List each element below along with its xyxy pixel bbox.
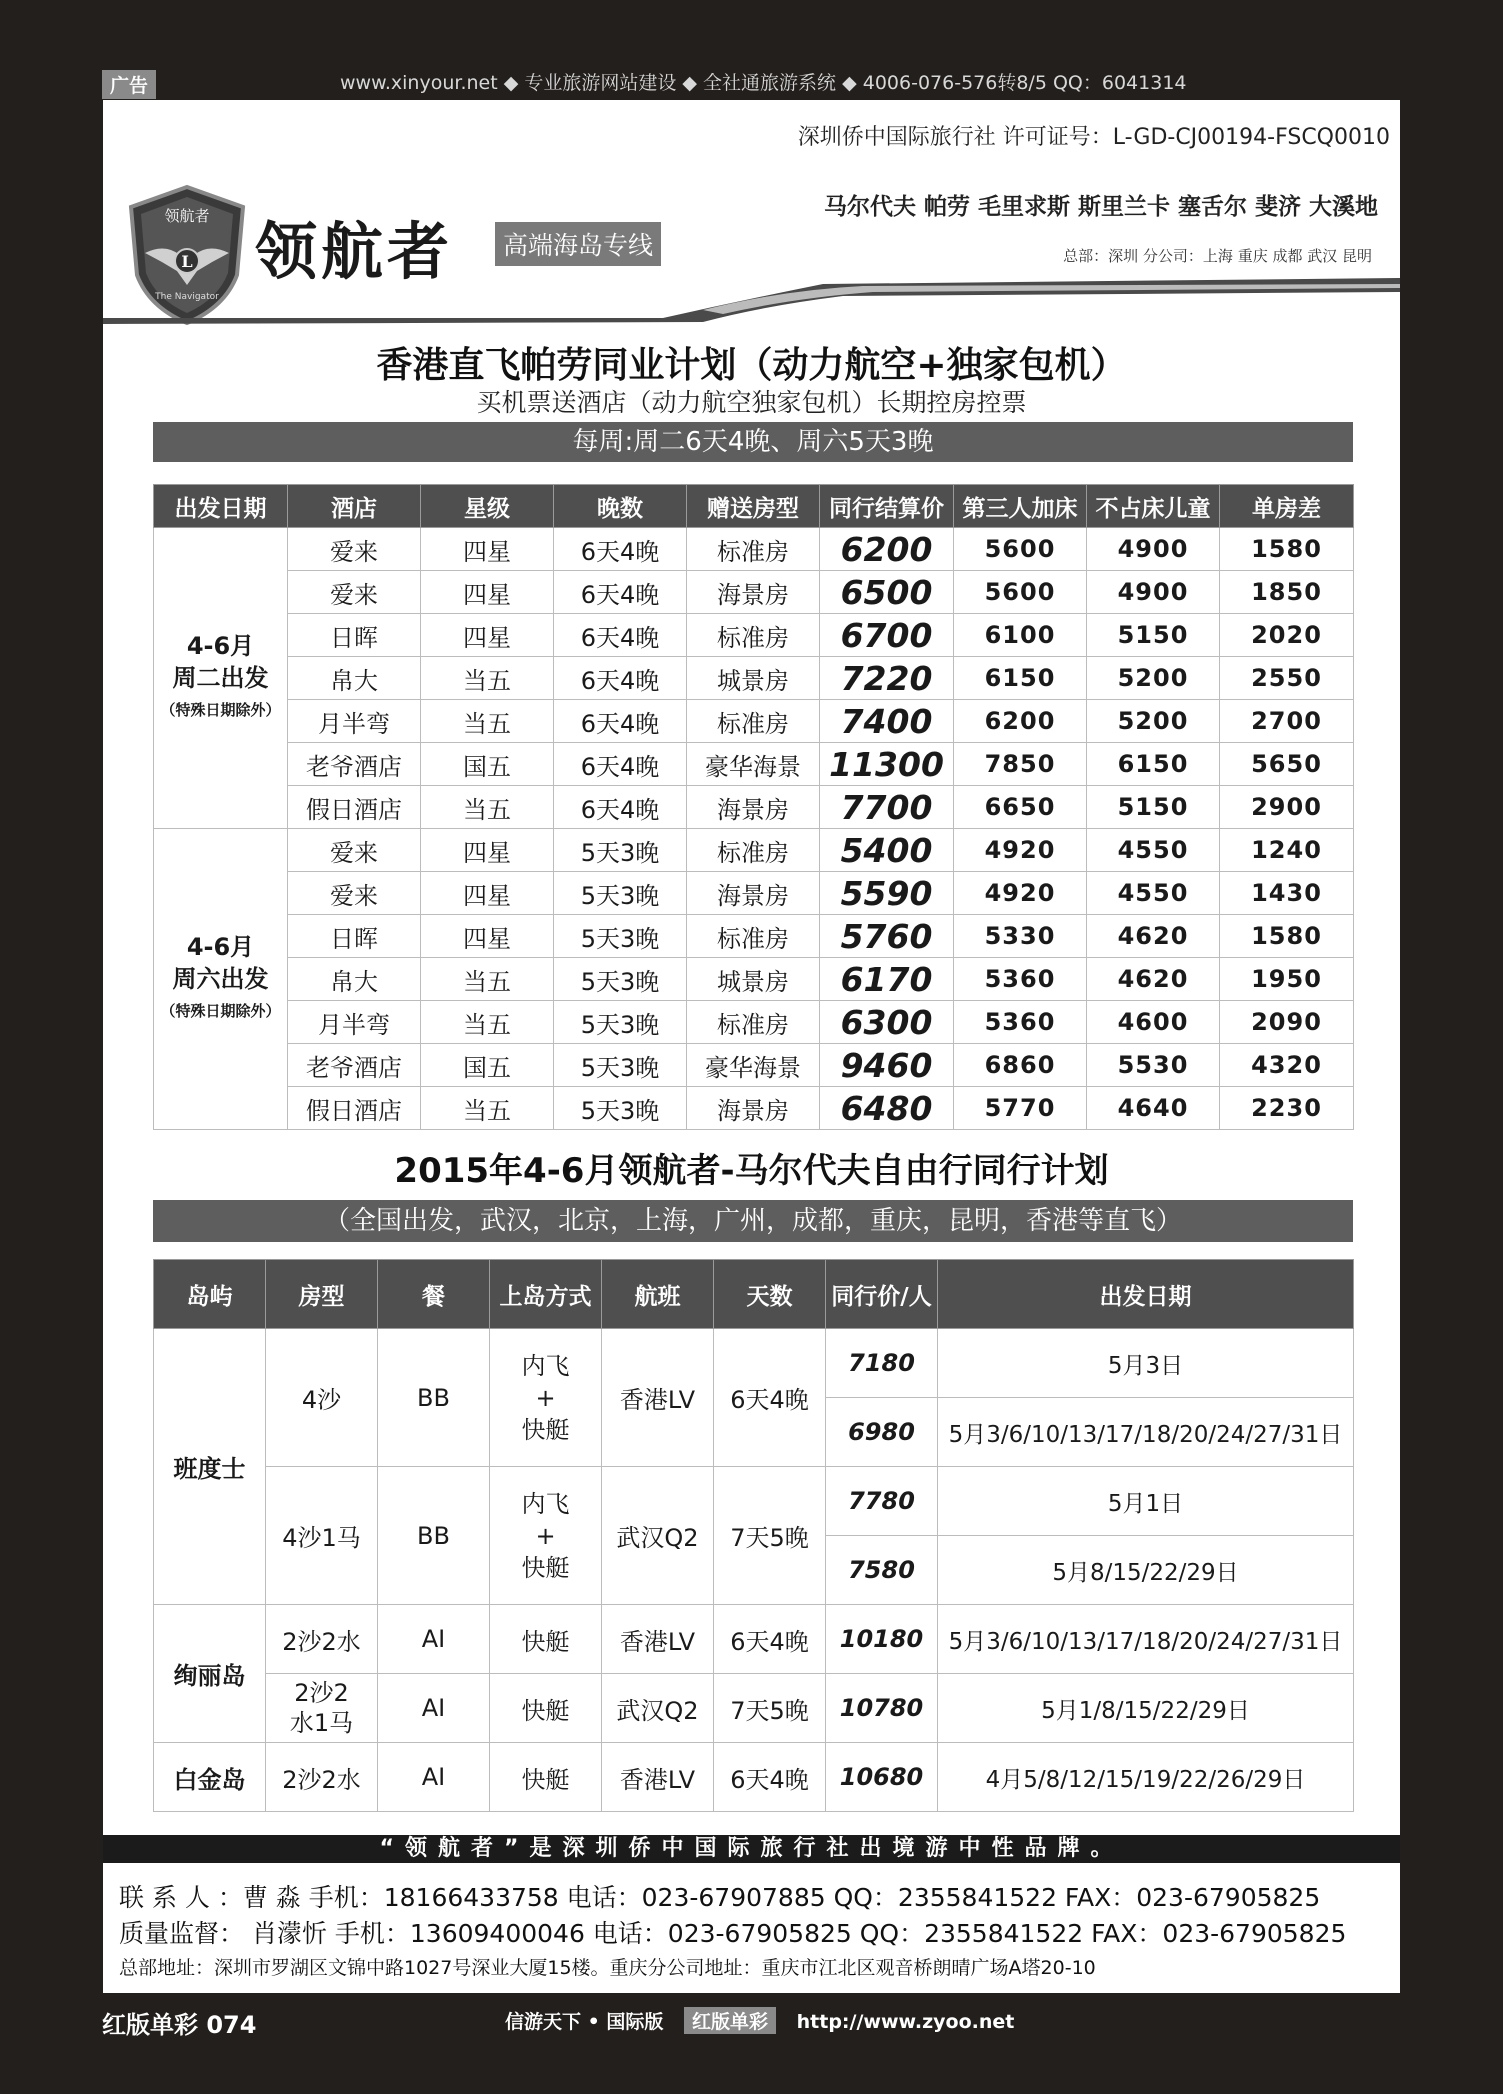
trade-price: 10680 [826,1743,938,1812]
table-row [154,1001,1354,1044]
contact-line-2: 质量监督： 肖濛忻 手机：13609400046 电话：023-67905825 QQ：2355841522 FAX：023-67905825 [119,1919,1347,1948]
star-rating: 国五 [421,1044,554,1087]
room-type: 豪华海景 [687,743,820,786]
extra-bed-price: 5600 [954,571,1087,614]
duration: 6天4晚 [554,614,687,657]
duration: 7天5晚 [714,1467,826,1605]
star-rating: 四星 [421,915,554,958]
advert-page [103,100,1400,1993]
child-no-bed-price: 4900 [1087,528,1220,571]
departure-note: （特殊日期除外） [160,701,281,719]
trade-price: 6500 [820,571,954,614]
room-type [266,1674,378,1743]
duration: 5天3晚 [554,1044,687,1087]
single-supplement: 5650 [1220,743,1354,786]
star-rating: 四星 [421,571,554,614]
footer-brand-text: 信游天下 • 国际版 [505,2011,664,2033]
palau-plan-title: 香港直飞帕劳同业计划（动力航空+独家包机） [376,345,1127,386]
child-no-bed-price: 4640 [1087,1087,1220,1130]
trade-price: 6480 [820,1087,954,1130]
transfer-line: + [535,1383,556,1412]
room-type: 城景房 [687,958,820,1001]
palau-schedule-bar: 每周:周二6天4晚、周六5天3晚 [153,422,1353,462]
single-supplement: 4320 [1220,1044,1354,1087]
extra-bed-price: 6860 [954,1044,1087,1087]
footer-url: http://www.zyoo.net [796,2011,1015,2033]
flight: 香港LV [602,1329,714,1467]
trade-price: 7180 [826,1329,938,1398]
room-type-line: 2沙2 [294,1679,349,1707]
extra-bed-price: 5330 [954,915,1087,958]
departure-dates: 5月3日 [938,1329,1354,1398]
hotel-name: 假日酒店 [288,786,421,829]
column-header: 航班 [602,1260,714,1329]
star-rating: 当五 [421,700,554,743]
table-row [154,1674,1354,1743]
child-no-bed-price: 4550 [1087,829,1220,872]
star-rating: 四星 [421,872,554,915]
transfer-line: 快艇 [521,1415,570,1444]
transfer-method: 快艇 [490,1743,602,1812]
child-no-bed-price: 5200 [1087,657,1220,700]
room-type: 4沙1马 [266,1467,378,1605]
hotel-name: 日晖 [288,614,421,657]
star-rating: 当五 [421,958,554,1001]
trade-price: 6200 [820,528,954,571]
duration: 6天4晚 [554,571,687,614]
column-header: 岛屿 [154,1260,266,1329]
trade-price: 7580 [826,1536,938,1605]
trade-price: 6700 [820,614,954,657]
trade-price: 10180 [826,1605,938,1674]
star-rating: 国五 [421,743,554,786]
room-type: 海景房 [687,872,820,915]
single-supplement: 2900 [1220,786,1354,829]
table-row [154,1605,1354,1674]
single-supplement: 2020 [1220,614,1354,657]
extra-bed-price: 6100 [954,614,1087,657]
room-type: 2沙2水 [266,1605,378,1674]
page-label: 红版单彩 074 [102,2011,257,2039]
destination-list: 马尔代夫 帕劳 毛里求斯 斯里兰卡 塞舌尔 斐济 大溪地 [823,194,1378,220]
table-row [154,657,1354,700]
hotel-name: 帛大 [288,657,421,700]
child-no-bed-price: 4620 [1087,915,1220,958]
room-type: 标准房 [687,528,820,571]
departure-dates: 4月5/8/12/15/19/22/26/29日 [938,1743,1354,1812]
table-row [154,1087,1354,1130]
trade-price: 7700 [820,786,954,829]
column-header: 星级 [421,485,554,528]
transfer-line: 快艇 [521,1553,570,1582]
column-header: 单房差 [1220,485,1354,528]
hotel-name: 爱来 [288,872,421,915]
trade-price: 5760 [820,915,954,958]
duration: 5天3晚 [554,915,687,958]
departure-line: 4-6月 [186,933,255,961]
palau-price-table [153,484,1354,1130]
island-name: 白金岛 [154,1743,266,1812]
extra-bed-price: 4920 [954,872,1087,915]
room-type: 城景房 [687,657,820,700]
contact-line-1: 联 系 人 ：曹 淼 手机：18166433758 电话：023-67907885 QQ：2355841522 FAX：023-67905825 [119,1883,1321,1912]
column-header: 同行结算价 [820,485,954,528]
duration: 5天3晚 [554,1087,687,1130]
table-row [154,872,1354,915]
star-rating: 当五 [421,1001,554,1044]
room-type-line: 水1马 [289,1709,354,1737]
transfer-method [490,1467,602,1605]
table-row [154,571,1354,614]
ad-tag: 广告 [102,70,156,99]
transfer-line: 内飞 [521,1489,570,1518]
room-type: 海景房 [687,1087,820,1130]
single-supplement: 1580 [1220,528,1354,571]
duration: 6天4晚 [554,700,687,743]
table-row [154,1467,1354,1536]
hotel-name: 爱来 [288,528,421,571]
room-type: 海景房 [687,786,820,829]
departure-dates: 5月3/6/10/13/17/18/20/24/27/31日 [938,1398,1354,1467]
room-type: 4沙 [266,1329,378,1467]
duration: 6天4晚 [554,786,687,829]
duration: 5天3晚 [554,872,687,915]
hotel-name: 老爷酒店 [288,743,421,786]
child-no-bed-price: 4900 [1087,571,1220,614]
duration: 5天3晚 [554,829,687,872]
header-swoosh-divider [103,270,1400,325]
single-supplement: 1950 [1220,958,1354,1001]
duration: 6天4晚 [554,657,687,700]
flight: 香港LV [602,1605,714,1674]
transfer-method: 快艇 [490,1605,602,1674]
star-rating: 当五 [421,1087,554,1130]
meal-plan: AI [378,1674,490,1743]
column-header: 出发日期 [154,485,288,528]
duration: 6天4晚 [554,528,687,571]
palau-table-body [154,528,1354,1130]
table-header-row [154,485,1354,528]
hotel-name: 帛大 [288,958,421,1001]
duration: 6天4晚 [714,1605,826,1674]
flight: 香港LV [602,1743,714,1812]
logo-badge-text: 领航者 [164,207,210,225]
meal-plan: BB [378,1329,490,1467]
trade-price: 10780 [826,1674,938,1743]
child-no-bed-price: 5200 [1087,700,1220,743]
child-no-bed-price: 5150 [1087,614,1220,657]
trade-price: 11300 [820,743,954,786]
table-row [154,743,1354,786]
room-type: 标准房 [687,700,820,743]
table-row [154,528,1354,571]
ad-header-text: www.xinyour.net ◆ 专业旅游网站建设 ◆ 全社通旅游系统 ◆ 4006-076-576转8/5 QQ：6041314 [340,72,1187,94]
trade-price: 5590 [820,872,954,915]
table-row [154,1329,1354,1398]
trade-price: 9460 [820,1044,954,1087]
single-supplement: 1430 [1220,872,1354,915]
duration: 6天4晚 [714,1329,826,1467]
hotel-name: 月半弯 [288,1001,421,1044]
column-header: 房型 [266,1260,378,1329]
child-no-bed-price: 4550 [1087,872,1220,915]
star-rating: 四星 [421,829,554,872]
transfer-line: 内飞 [521,1351,570,1380]
trade-price: 7780 [826,1467,938,1536]
svg-text:L: L [181,252,193,271]
extra-bed-price: 6650 [954,786,1087,829]
flight: 武汉Q2 [602,1467,714,1605]
column-header: 赠送房型 [687,485,820,528]
column-header: 天数 [714,1260,826,1329]
hotel-name: 老爷酒店 [288,1044,421,1087]
departure-dates: 5月3/6/10/13/17/18/20/24/27/31日 [938,1605,1354,1674]
extra-bed-price: 5600 [954,528,1087,571]
maldives-plan-title: 2015年4-6月领航者-马尔代夫自由行同行计划 [394,1151,1109,1191]
column-header: 出发日期 [938,1260,1354,1329]
table-row [154,915,1354,958]
column-header: 餐 [378,1260,490,1329]
table-row [154,614,1354,657]
hotel-name: 月半弯 [288,700,421,743]
trade-price: 7220 [820,657,954,700]
footer-strip [505,2007,1014,2034]
departure-dates: 5月8/15/22/29日 [938,1536,1354,1605]
column-header: 不占床儿童 [1087,485,1220,528]
duration: 5天3晚 [554,958,687,1001]
duration: 6天4晚 [714,1743,826,1812]
star-rating: 当五 [421,786,554,829]
departure-period [154,528,288,829]
single-supplement: 1850 [1220,571,1354,614]
room-type: 豪华海景 [687,1044,820,1087]
flight: 武汉Q2 [602,1674,714,1743]
address-line: 总部地址：深圳市罗湖区文锦中路1027号深业大厦15楼。重庆分公司地址：重庆市江北区观音桥朗晴广场A塔20-10 [119,1957,1096,1979]
table-header-row [154,1260,1354,1329]
duration: 5天3晚 [554,1001,687,1044]
child-no-bed-price: 6150 [1087,743,1220,786]
hotel-name: 爱来 [288,571,421,614]
star-rating: 四星 [421,528,554,571]
room-type: 海景房 [687,571,820,614]
trade-price: 7400 [820,700,954,743]
room-type: 标准房 [687,614,820,657]
meal-plan: AI [378,1605,490,1674]
child-no-bed-price: 5150 [1087,786,1220,829]
brand-name: 领航者 [255,215,454,288]
single-supplement: 2700 [1220,700,1354,743]
extra-bed-price: 4920 [954,829,1087,872]
single-supplement: 2550 [1220,657,1354,700]
transfer-method [490,1329,602,1467]
transfer-method: 快艇 [490,1674,602,1743]
top-ad-bar [0,0,1503,100]
child-no-bed-price: 4620 [1087,958,1220,1001]
duration: 6天4晚 [554,743,687,786]
child-no-bed-price: 4600 [1087,1001,1220,1044]
transfer-line: + [535,1521,556,1550]
license-line: 深圳侨中国际旅行社 许可证号：L-GD-CJ00194-FSCQ0010 [797,125,1390,150]
meal-plan: AI [378,1743,490,1812]
star-rating: 四星 [421,614,554,657]
table-row [154,1044,1354,1087]
column-header: 第三人加床 [954,485,1087,528]
star-rating: 当五 [421,657,554,700]
column-header: 晚数 [554,485,687,528]
brand-slogan-bar: “领航者”是深圳侨中国际旅行社出境游中性品牌。 [103,1835,1400,1863]
table-row [154,786,1354,829]
hotel-name: 日晖 [288,915,421,958]
departure-line: 周二出发 [172,664,269,692]
extra-bed-price: 5360 [954,1001,1087,1044]
duration: 7天5晚 [714,1674,826,1743]
departure-dates: 5月1/8/15/22/29日 [938,1674,1354,1743]
extra-bed-price: 7850 [954,743,1087,786]
logo-badge-subtext: The Navigator [155,292,219,302]
single-supplement: 1240 [1220,829,1354,872]
maldives-price-table [153,1259,1354,1812]
table-row [154,1743,1354,1812]
trade-price: 6980 [826,1398,938,1467]
single-supplement: 2090 [1220,1001,1354,1044]
table-row [154,829,1354,872]
child-no-bed-price: 5530 [1087,1044,1220,1087]
room-type: 标准房 [687,829,820,872]
room-type: 标准房 [687,1001,820,1044]
island-name: 班度士 [154,1329,266,1605]
maldives-departure-bar: （全国出发，武汉，北京，上海，广州，成都，重庆，昆明，香港等直飞） [153,1200,1353,1242]
departure-line: 4-6月 [186,632,255,660]
room-type: 2沙2水 [266,1743,378,1812]
room-type: 标准房 [687,915,820,958]
hotel-name: 爱来 [288,829,421,872]
footer-edition-tag: 红版单彩 [684,2007,776,2034]
extra-bed-price: 6150 [954,657,1087,700]
meal-plan: BB [378,1467,490,1605]
extra-bed-price: 6200 [954,700,1087,743]
departure-note: （特殊日期除外） [160,1002,281,1020]
trade-price: 6300 [820,1001,954,1044]
branch-offices: 总部：深圳 分公司：上海 重庆 成都 武汉 昆明 [1063,247,1372,265]
brand-tagline: 高端海岛专线 [495,222,661,266]
column-header: 酒店 [288,485,421,528]
palau-plan-subtitle: 买机票送酒店（动力航空独家包机）长期控房控票 [476,388,1027,417]
single-supplement: 2230 [1220,1087,1354,1130]
hotel-name: 假日酒店 [288,1087,421,1130]
departure-line: 周六出发 [172,965,269,993]
column-header: 同行价/人 [826,1260,938,1329]
trade-price: 6170 [820,958,954,1001]
table-row [154,700,1354,743]
departure-dates: 5月1日 [938,1467,1354,1536]
departure-period [154,829,288,1130]
trade-price: 5400 [820,829,954,872]
table-row [154,958,1354,1001]
column-header: 上岛方式 [490,1260,602,1329]
extra-bed-price: 5360 [954,958,1087,1001]
single-supplement: 1580 [1220,915,1354,958]
island-name: 绚丽岛 [154,1605,266,1743]
extra-bed-price: 5770 [954,1087,1087,1130]
